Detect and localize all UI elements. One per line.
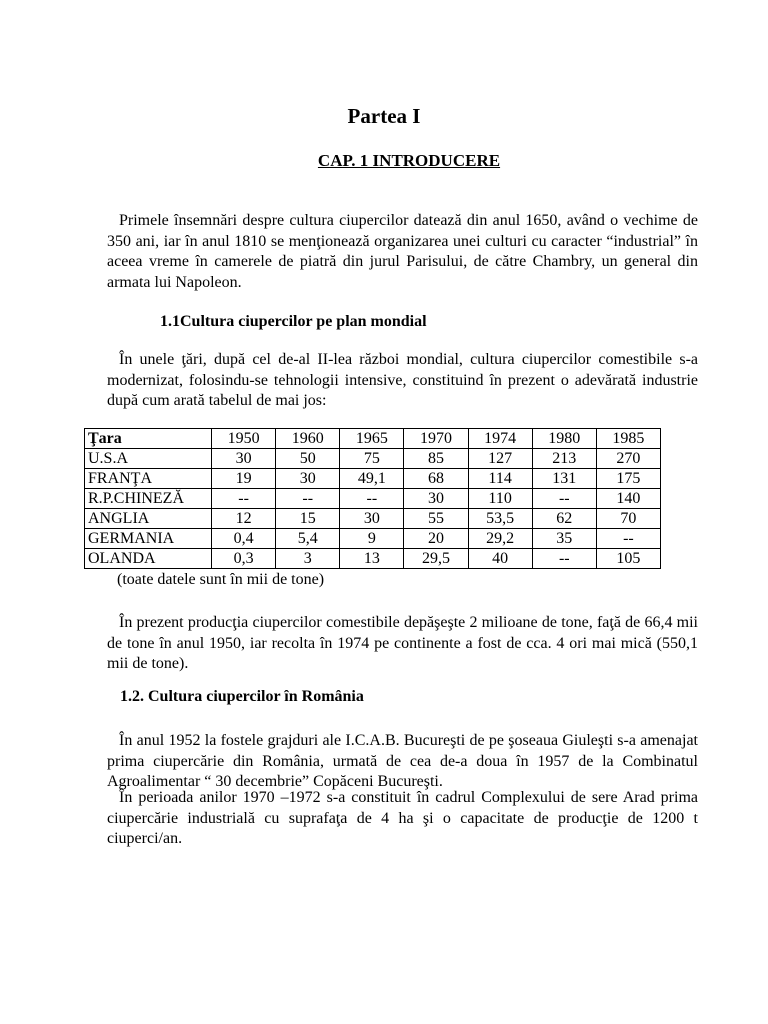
table-cell: 40: [468, 549, 532, 569]
table-cell-country: FRANŢA: [85, 469, 212, 489]
table-cell: 175: [596, 469, 660, 489]
table-cell-country: OLANDA: [85, 549, 212, 569]
production-table: [84, 428, 661, 569]
table-row: [85, 469, 661, 489]
table-cell: --: [532, 489, 596, 509]
part-title: Partea I: [347, 104, 421, 128]
table-cell: 140: [596, 489, 660, 509]
table-cell: 49,1: [340, 469, 404, 489]
table-cell: --: [212, 489, 276, 509]
world-paragraph: În unele ţări, după cel de-al II-lea război mondial, cultura ciupercilor comestibile s-a modernizat, folosindu-se tehnologii intensive, constituind în prezent o adevărată industrie după cum arată tabelul de mai jos:: [107, 351, 698, 409]
table-row: [85, 549, 661, 569]
table-cell: --: [532, 549, 596, 569]
table-cell: 55: [404, 509, 468, 529]
table-row: [85, 529, 661, 549]
table-cell: 75: [340, 449, 404, 469]
table-cell: 53,5: [468, 509, 532, 529]
table-cell: 30: [404, 489, 468, 509]
table-cell: 3: [276, 549, 340, 569]
table-header-cell: 1970: [404, 429, 468, 449]
table-cell: 114: [468, 469, 532, 489]
table-note: (toate datele sunt în mii de tone): [117, 571, 325, 588]
intro-paragraph: Primele însemnări despre cultura ciupercilor datează din anul 1650, având o vechime de 350 ani, iar în anul 1810 se menţionează organizarea unei culturi cu caracter “industrial” în aceea vreme în camerele de piatră din jurul Parisului, de către Chambry, un general din armata lui Napoleon.: [107, 212, 698, 291]
table-cell-country: ANGLIA: [85, 509, 212, 529]
table-header-cell: 1980: [532, 429, 596, 449]
table-cell: --: [596, 529, 660, 549]
table-header-row: [85, 429, 661, 449]
section-heading-world: 1.1Cultura ciupercilor pe plan mondial: [160, 313, 427, 330]
table-cell: 62: [532, 509, 596, 529]
table-cell: 29,5: [404, 549, 468, 569]
table-cell: 29,2: [468, 529, 532, 549]
table-header-cell: Ţara: [85, 429, 212, 449]
table-cell: 12: [212, 509, 276, 529]
table-cell: --: [340, 489, 404, 509]
table-header-cell: 1985: [596, 429, 660, 449]
table-header-cell: 1950: [212, 429, 276, 449]
table-cell: 127: [468, 449, 532, 469]
table-row: [85, 489, 661, 509]
table-cell: 30: [340, 509, 404, 529]
table-cell: 213: [532, 449, 596, 469]
table-cell: 30: [276, 469, 340, 489]
table-cell: 85: [404, 449, 468, 469]
table-row: [85, 509, 661, 529]
chapter-title: CAP. 1 INTRODUCERE: [317, 151, 501, 170]
table-row: [85, 449, 661, 469]
table-cell: 68: [404, 469, 468, 489]
table-cell-country: GERMANIA: [85, 529, 212, 549]
table-cell: 30: [212, 449, 276, 469]
table-cell: 70: [596, 509, 660, 529]
production-paragraph: În prezent producţia ciupercilor comestibile depăşeşte 2 milioane de tone, faţă de 66,4 mii de tone în anul 1950, iar recolta în 1974 pe continente a fost de cca. 4 ori mai mică (550,1 mii de tone).: [107, 614, 698, 672]
table-header-cell: 1974: [468, 429, 532, 449]
table-cell: 19: [212, 469, 276, 489]
table-cell: 35: [532, 529, 596, 549]
table-cell: 270: [596, 449, 660, 469]
table-cell-country: R.P.CHINEZĂ: [85, 489, 212, 509]
table-cell-country: U.S.A: [85, 449, 212, 469]
table-cell: 15: [276, 509, 340, 529]
table-cell: 105: [596, 549, 660, 569]
table-header-cell: 1965: [340, 429, 404, 449]
table-cell: 50: [276, 449, 340, 469]
table-cell: 9: [340, 529, 404, 549]
section-heading-romania: 1.2. Cultura ciupercilor în România: [120, 688, 364, 705]
table-cell: 13: [340, 549, 404, 569]
table-header-cell: 1960: [276, 429, 340, 449]
table-cell: 0,3: [212, 549, 276, 569]
romania-paragraph-2: În perioada anilor 1970 –1972 s-a constituit în cadrul Complexului de sere Arad prima ciupercărie industrială cu suprafaţa de 4 ha şi o capacitate de producţie de 1200 t ciuperci/an.: [107, 789, 698, 847]
romania-paragraph-1: În anul 1952 la fostele grajduri ale I.C.A.B. Bucureşti de pe şoseaua Giuleşti s-a amenajat prima ciupercărie din România, urmată de cea de-a doua în 1957 de la Combinatul Agroalimentar “ 30 decembrie” Copăceni Bucureşti.: [107, 732, 698, 790]
table-cell: 20: [404, 529, 468, 549]
table-cell: 0,4: [212, 529, 276, 549]
table-cell: 131: [532, 469, 596, 489]
table-cell: 110: [468, 489, 532, 509]
table-cell: --: [276, 489, 340, 509]
table-cell: 5,4: [276, 529, 340, 549]
